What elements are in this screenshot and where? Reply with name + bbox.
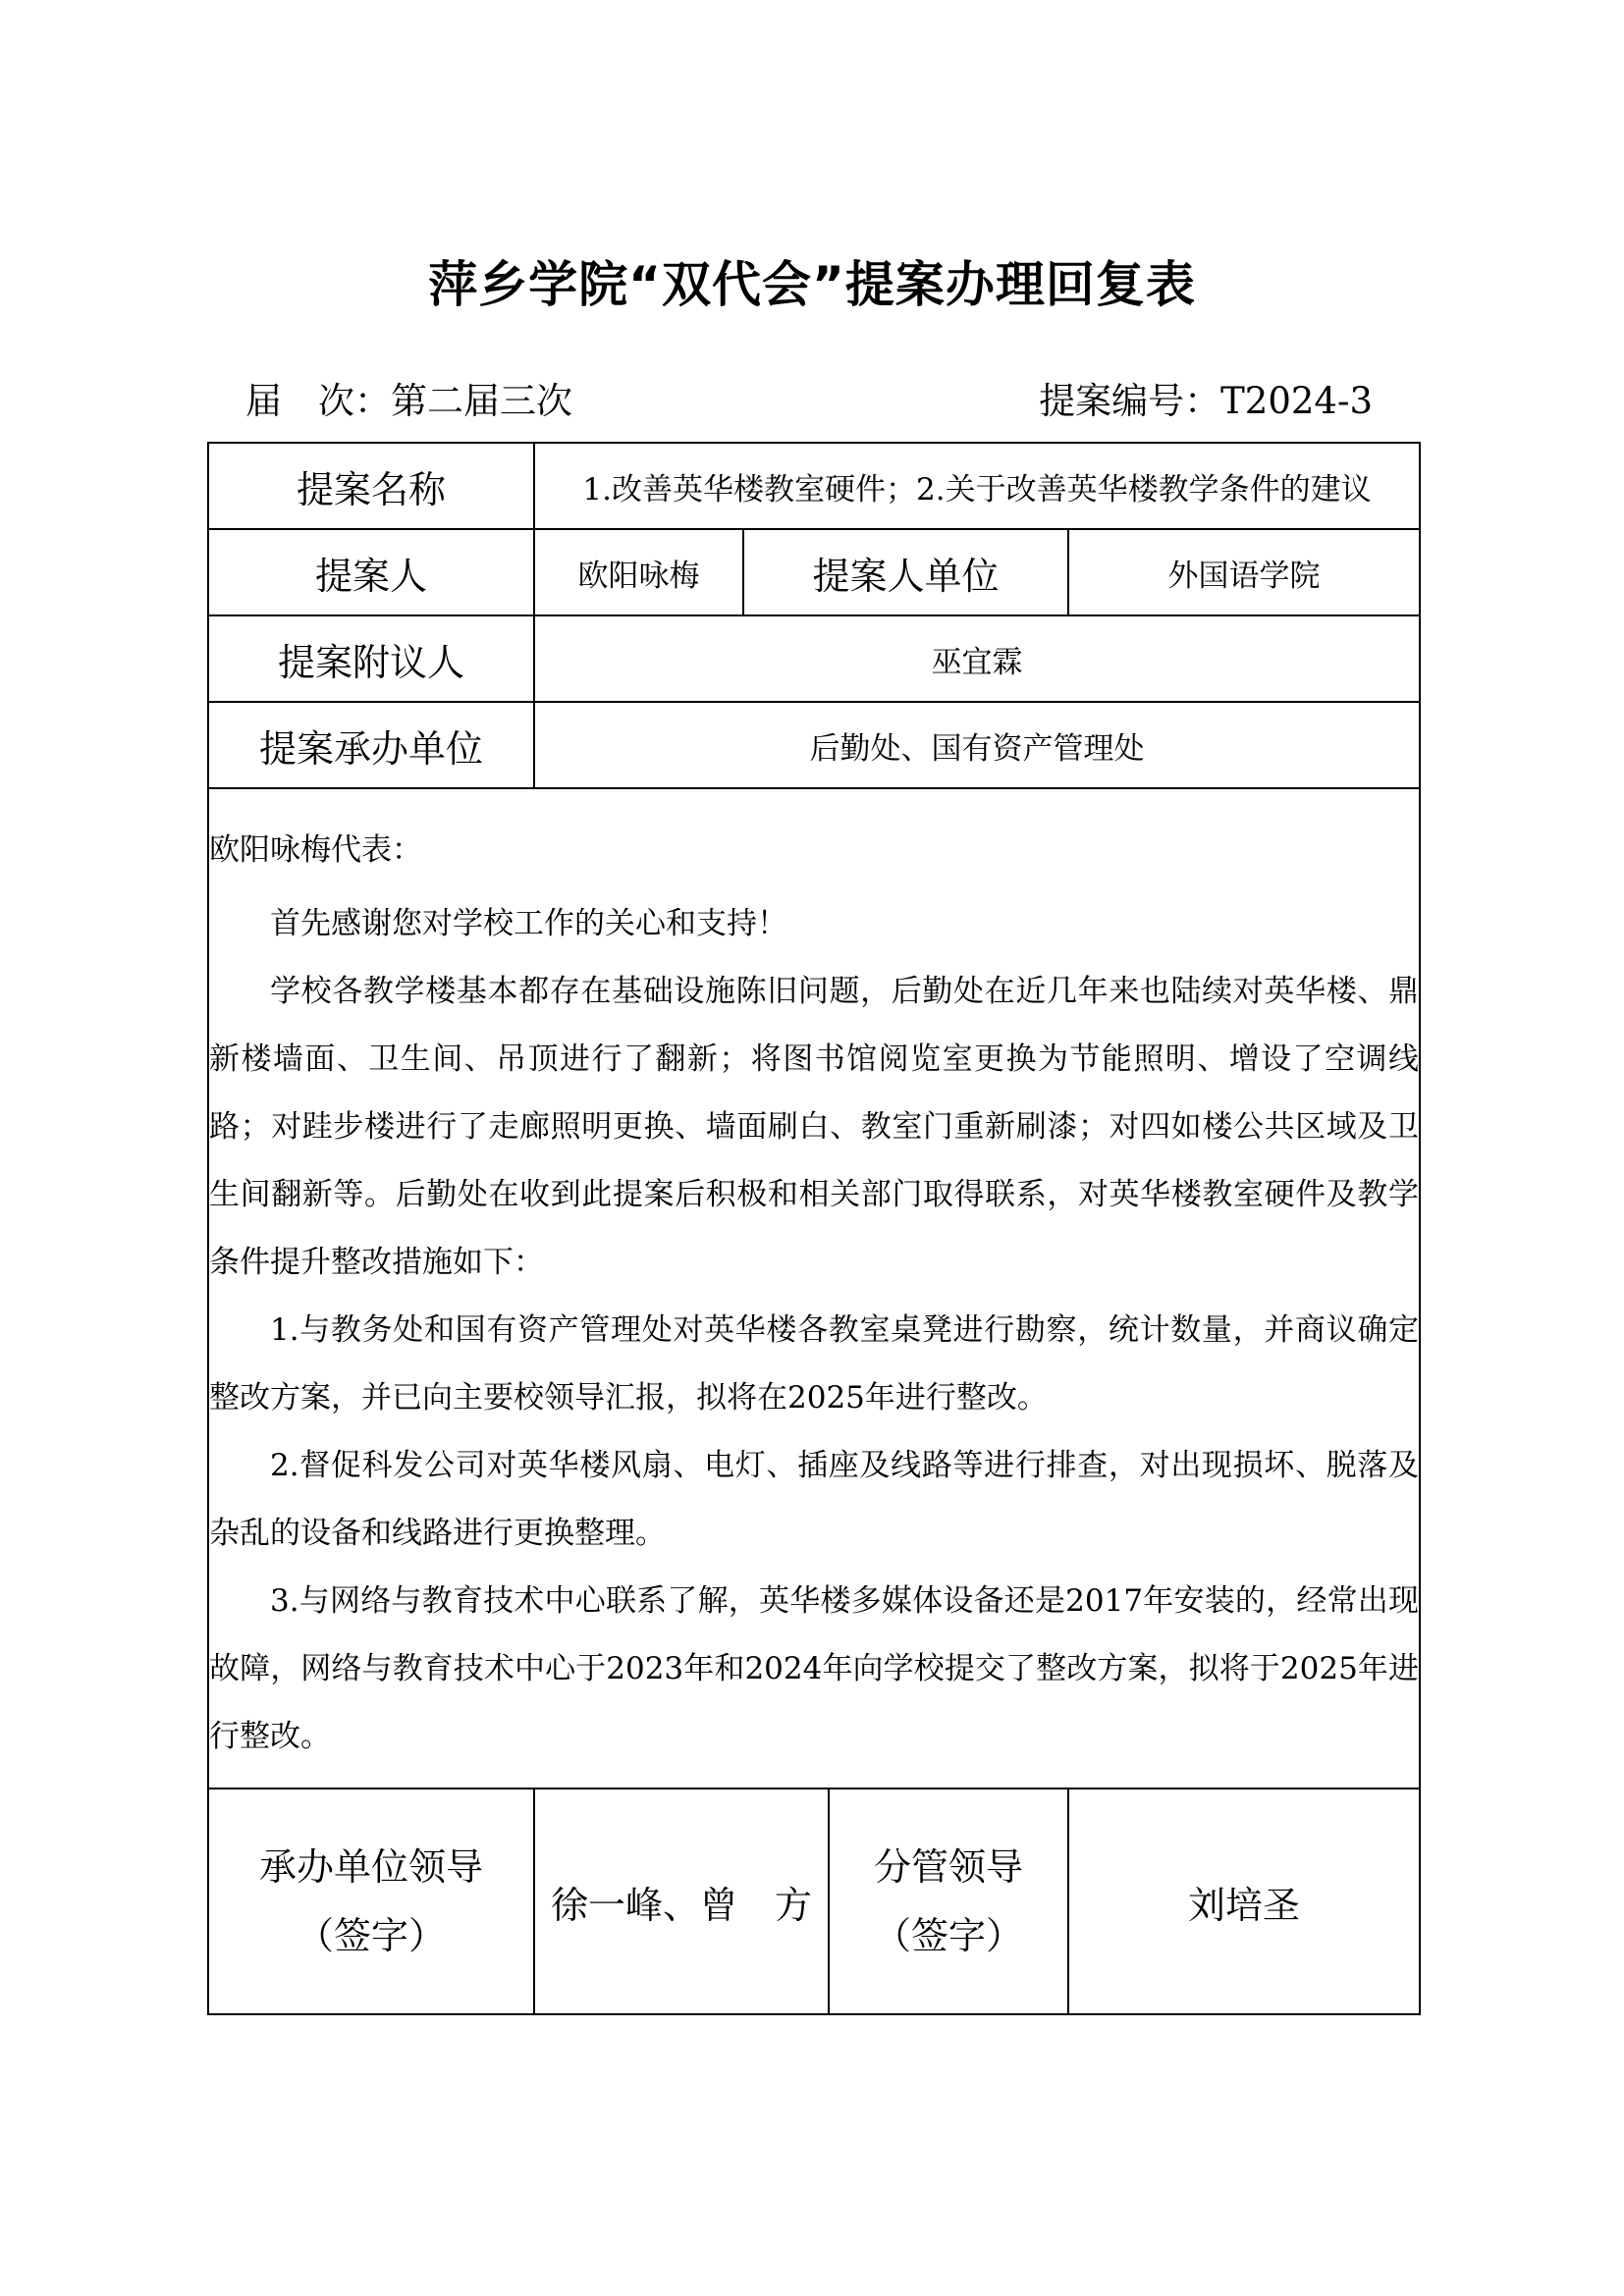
- row-reply-body: [208, 788, 1420, 1789]
- proposer-label: 提案人: [208, 529, 534, 615]
- supervisor-value: 刘培圣: [1068, 1789, 1420, 2014]
- handler-leader-label: 承办单位领导: [258, 1845, 483, 1889]
- session-info: [245, 371, 572, 424]
- reply-body: [208, 788, 1420, 1789]
- proposer-unit-value: 外国语学院: [1068, 529, 1420, 615]
- supervisor-label: 分管领导: [873, 1845, 1023, 1889]
- seconder-value: 巫宜霖: [534, 615, 1420, 702]
- reply-paragraph-4: 2.督促科发公司对英华楼风扇、电灯、插座及线路等进行排查，对出现损坏、脱落及杂乱的设备和线路进行更换整理。: [209, 1448, 1419, 1551]
- proposal-number-value: T2024-3: [1220, 380, 1373, 422]
- row-handler: [208, 702, 1420, 788]
- reply-paragraph-5: 3.与网络与教育技术中心联系了解，英华楼多媒体设备还是2017年安装的，经常出现故障，网络与教育技术中心于2023年和2024年向学校提交了整改方案，拟将于2025年进行整改。: [209, 1583, 1419, 1754]
- session-value: 第二届三次: [391, 380, 572, 422]
- row-proposal-name: [208, 443, 1420, 529]
- row-proposer: [208, 529, 1420, 615]
- proposal-name-label: 提案名称: [208, 443, 534, 529]
- reply-paragraph-1: 首先感谢您对学校工作的关心和支持！: [270, 906, 787, 941]
- session-label: 届 次：: [245, 380, 391, 422]
- handler-leader-sign-label: [208, 1789, 534, 2014]
- handler-leader-note: （签字）: [296, 1914, 446, 1957]
- page-title: 萍乡学院“双代会”提案办理回复表: [428, 256, 1196, 313]
- reply-paragraph-2: 学校各教学楼基本都存在基础设施陈旧问题，后勤处在近几年来也陆续对英华楼、鼎新楼墙面、卫生间、吊顶进行了翻新；将图书馆阅览室更换为节能照明、增设了空调线路；对跬步楼进行了走廊照明更换、墙面刷白、教室门重新刷漆；对四如楼公共区域及卫生间翻新等。后勤处在收到此提案后积极和相关部门取得联系，对英华楼教室硬件及教学条件提升整改措施如下：: [209, 974, 1419, 1280]
- proposal-name-value: 1.改善英华楼教室硬件；2.关于改善英华楼教学条件的建议: [534, 443, 1420, 529]
- reply-salutation: 欧阳咏梅代表：: [209, 832, 422, 868]
- row-seconder: [208, 615, 1420, 702]
- supervisor-sign-label: [829, 1789, 1068, 2014]
- proposal-number-info: [1039, 371, 1373, 424]
- seconder-label: 提案附议人: [208, 615, 534, 702]
- row-signatures: [208, 1789, 1420, 2014]
- proposal-reply-table: [207, 442, 1421, 2015]
- proposal-number-label: 提案编号：: [1039, 380, 1221, 422]
- proposer-value: 欧阳咏梅: [534, 529, 743, 615]
- proposer-unit-label: 提案人单位: [743, 529, 1068, 615]
- handler-value: 后勤处、国有资产管理处: [534, 702, 1420, 788]
- handler-leader-value: 徐一峰、曾 方: [534, 1789, 829, 2014]
- reply-paragraph-3: 1.与教务处和国有资产管理处对英华楼各教室桌凳进行勘察，统计数量，并商议确定整改方案，并已向主要校领导汇报，拟将在2025年进行整改。: [209, 1312, 1419, 1415]
- handler-label: 提案承办单位: [208, 702, 534, 788]
- supervisor-note: （签字）: [873, 1914, 1023, 1957]
